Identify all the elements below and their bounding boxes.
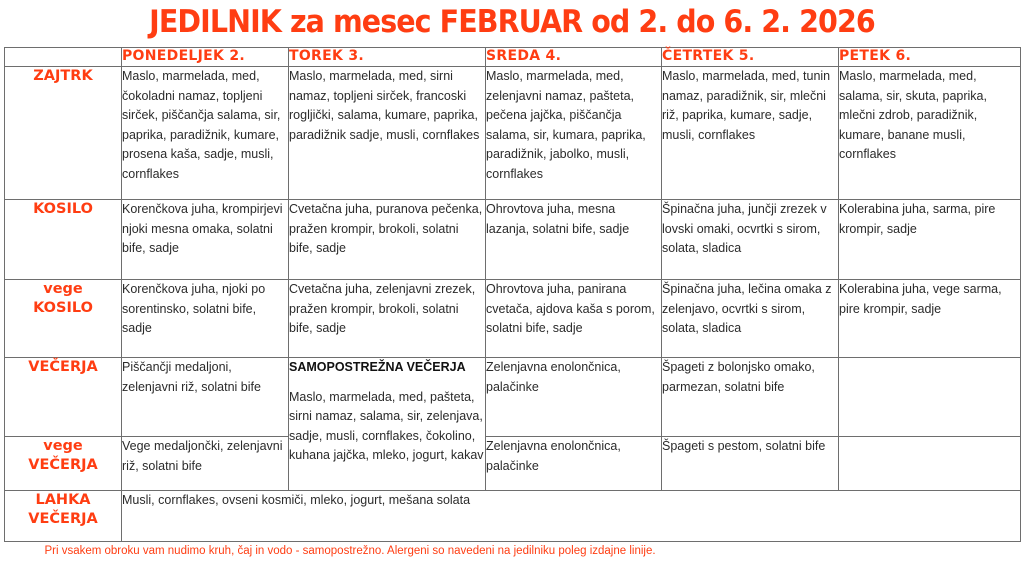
menu-cell: Špinačna juha, lečina omaka z zelenjavo, ocvrtki s sirom, solata, sladica xyxy=(662,280,839,358)
row-vege-kosilo xyxy=(5,280,1021,358)
meal-label-zajtrk: ZAJTRK xyxy=(5,67,122,200)
page-title: JEDILNIK za mesec FEBRUAR od 2. do 6. 2. 2026 xyxy=(149,4,875,40)
day-header-thursday: ČETRTEK 5. xyxy=(662,48,839,67)
menu-cell: Korenčkova juha, njoki po sorentinsko, solatni bife, sadje xyxy=(122,280,289,358)
day-header-tuesday: TOREK 3. xyxy=(289,48,486,67)
corner-cell xyxy=(5,48,122,67)
row-lahka-vecerja xyxy=(5,491,1021,542)
menu-cell: Cvetačna juha, puranova pečenka, pražen krompir, brokoli, solatni bife, sadje xyxy=(289,200,486,280)
samopostrezna-text: Maslo, marmelada, med, pašteta, sirni namaz, salama, sir, zelenjava, sadje, musli, cornflakes, čokolino, kuhana jajčka, mleko, jogurt, kakav xyxy=(289,389,484,462)
samopostrezna-title: SAMOPOSTREŽNA VEČERJA xyxy=(289,360,466,374)
menu-cell: Špinačna juha, junčji zrezek v lovski omaki, ocvrtki s sirom, solata, sladica xyxy=(662,200,839,280)
label-line: VEČERJA xyxy=(28,511,98,527)
row-kosilo xyxy=(5,200,1021,280)
menu-cell: Vege medaljončki, zelenjavni riž, solatni bife xyxy=(122,437,289,491)
meal-label-lahka-vecerja xyxy=(5,491,122,542)
menu-cell: Kolerabina juha, sarma, pire krompir, sadje xyxy=(839,200,1021,280)
label-line: LAHKA xyxy=(35,492,91,508)
menu-cell: Zelenjavna enolončnica, palačinke xyxy=(486,437,662,491)
footer-note: Pri vsakem obroku vam nudimo kruh, čaj in vodo - samopostrežno. Alergeni so navedeni na jedilniku poleg izdajne linije. xyxy=(44,545,656,557)
menu-cell: Špageti s pestom, solatni bife xyxy=(662,437,839,491)
meal-label-vege-vecerja xyxy=(5,437,122,491)
menu-cell: Piščančji medaljoni, zelenjavni riž, solatni bife xyxy=(122,358,289,437)
day-header-friday: PETEK 6. xyxy=(839,48,1021,67)
menu-cell: Maslo, marmelada, med, sirni namaz, topljeni sirček, francoski rogljički, salama, kumare, paprika, paradižnik sadje, musli, cornflakes xyxy=(289,67,486,200)
menu-cell xyxy=(839,437,1021,491)
meal-label-vecerja: VEČERJA xyxy=(5,358,122,437)
menu-cell: Maslo, marmelada, med, tunin namaz, paradižnik, sir, mlečni riž, paprika, kumare, sadje, musli, cornflakes xyxy=(662,67,839,200)
menu-cell: Ohrovtova juha, panirana cvetača, ajdova kaša s porom, solatni bife, sadje xyxy=(486,280,662,358)
row-zajtrk xyxy=(5,67,1021,200)
row-vege-vecerja xyxy=(5,437,1021,491)
day-header-monday: PONEDELJEK 2. xyxy=(122,48,289,67)
lahka-vecerja-cell: Musli, cornflakes, ovseni kosmiči, mleko, jogurt, mešana solata xyxy=(122,491,1021,542)
menu-cell: Maslo, marmelada, med, čokoladni namaz, topljeni sirček, piščančja salama, sir, paprika, paradižnik, kumare, prosena kaša, sadje, musli, cornflakes xyxy=(122,67,289,200)
meal-label-vege-kosilo xyxy=(5,280,122,358)
row-vecerja xyxy=(5,358,1021,437)
header-row xyxy=(5,48,1021,67)
meal-label-kosilo: KOSILO xyxy=(5,200,122,280)
menu-cell: Zelenjavna enolončnica, palačinke xyxy=(486,358,662,437)
menu-cell: Ohrovtova juha, mesna lazanja, solatni bife, sadje xyxy=(486,200,662,280)
samopostrezna-vecerja-cell xyxy=(289,358,486,491)
day-header-wednesday: SREDA 4. xyxy=(486,48,662,67)
label-line: KOSILO xyxy=(33,300,93,316)
menu-cell: Maslo, marmelada, med, zelenjavni namaz, pašteta, pečena jajčka, piščančja salama, sir, kumara, paprika, paradižnik, jabolko, musli, cornflakes xyxy=(486,67,662,200)
menu-table xyxy=(4,47,1021,542)
menu-cell xyxy=(839,358,1021,437)
label-line: vege xyxy=(43,281,83,297)
menu-cell: Cvetačna juha, zelenjavni zrezek, pražen krompir, brokoli, solatni bife, sadje xyxy=(289,280,486,358)
menu-cell: Korenčkova juha, krompirjevi njoki mesna omaka, solatni bife, sadje xyxy=(122,200,289,280)
menu-cell: Maslo, marmelada, med, salama, sir, skuta, paprika, mlečni zdrob, paradižnik, kumare, banane musli, cornflakes xyxy=(839,67,1021,200)
label-line: VEČERJA xyxy=(28,457,98,473)
label-line: vege xyxy=(43,438,83,454)
menu-cell: Kolerabina juha, vege sarma, pire krompir, sadje xyxy=(839,280,1021,358)
menu-cell: Špageti z bolonjsko omako, parmezan, solatni bife xyxy=(662,358,839,437)
